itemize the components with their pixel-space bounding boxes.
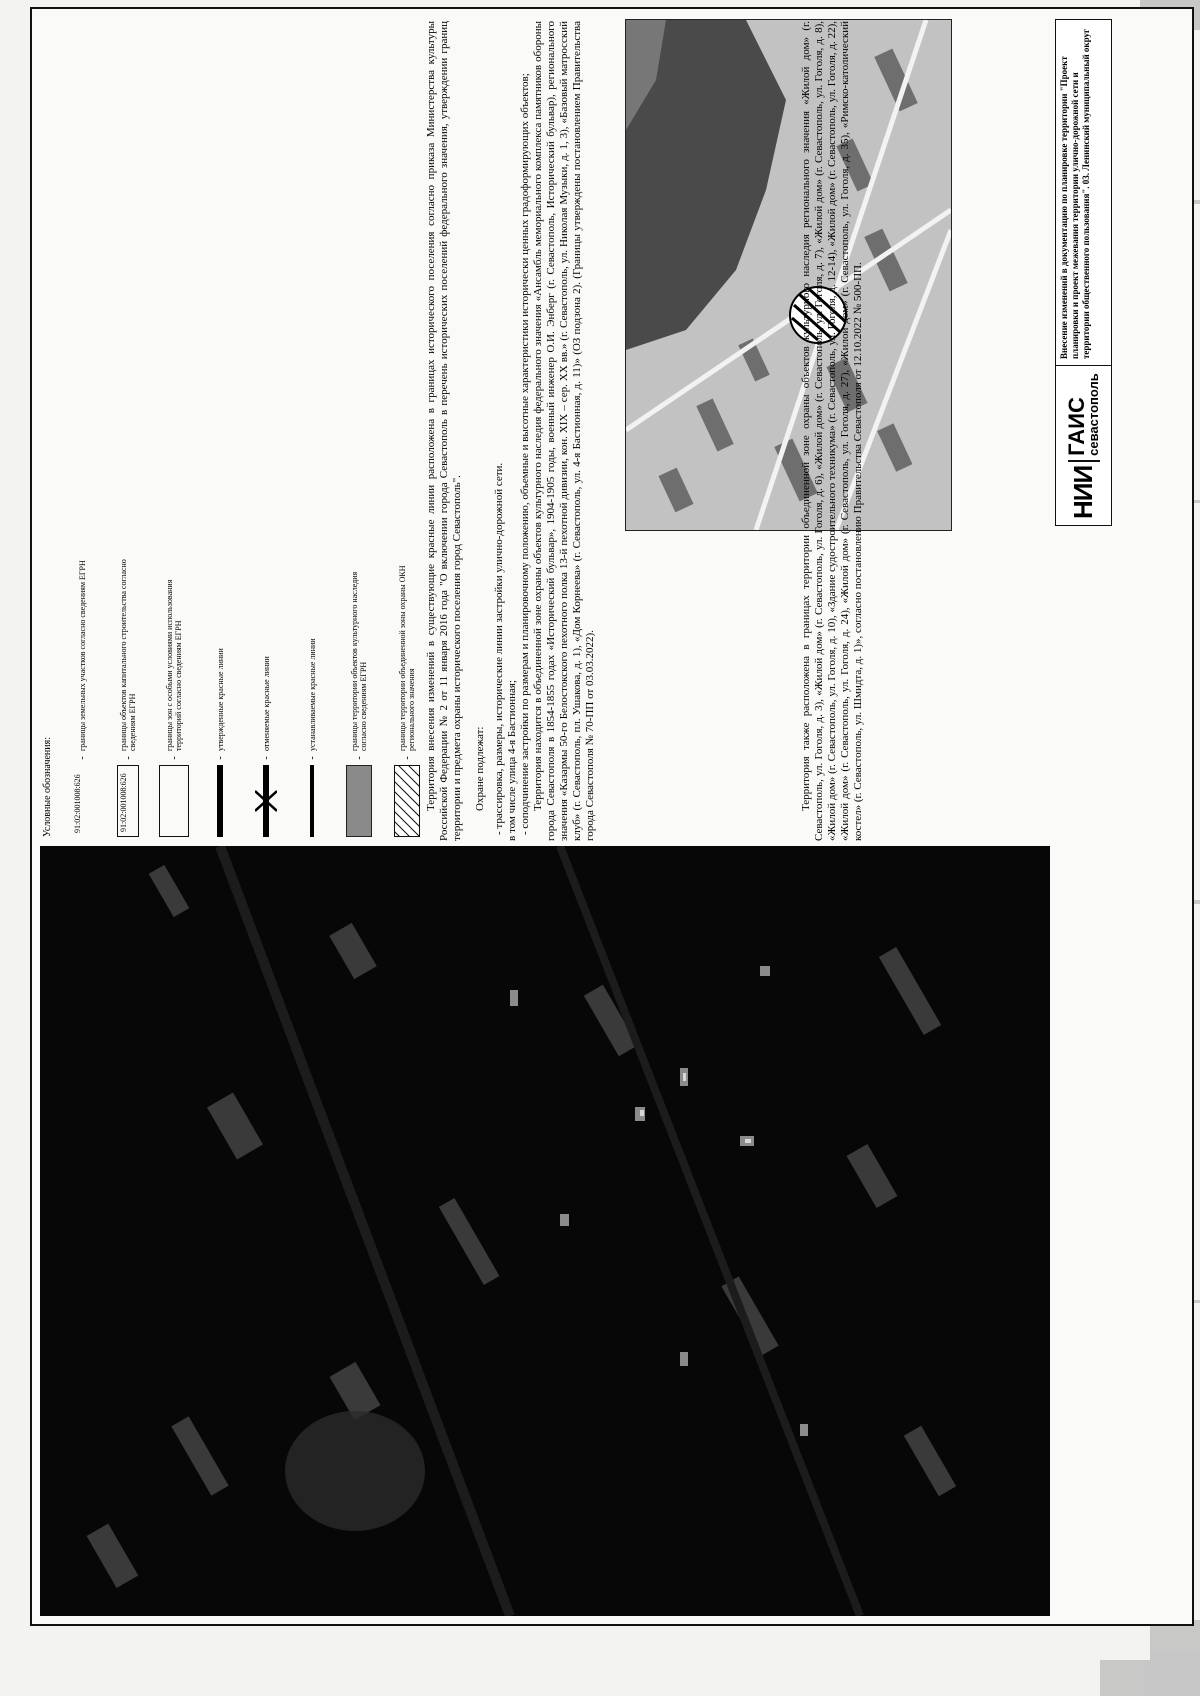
legend-symbol-gray-fill <box>346 765 372 837</box>
legend-item-new-red-lines: - устанавливаемые красные линии <box>289 541 335 841</box>
protection-item: - трассировка, размеры, исторические линии застройки улично-дорожной сети. <box>493 462 505 835</box>
legend-symbol-cadastral-number: 91:02:001008:626 <box>73 774 82 833</box>
description-text-2 <box>800 21 940 841</box>
legend-item-cancelled-red-lines: - отменяемые красные линии <box>243 541 289 841</box>
legend-item-label: границы зон с особыми условиями использования территорий согласно сведениям ЕГРН <box>165 579 183 751</box>
company-logo: НИИ ГАИС севастополь <box>1056 365 1111 525</box>
protection-item: - соподчинение застройки по размерам и планировочному положению, объемные и высотные характеристики исторически ценных градоформирующих объектов; <box>519 73 531 835</box>
legend-item-label: утвержденные красные линии <box>215 648 225 751</box>
legend-item-approved-red-lines: - утвержденные красные линии <box>197 541 243 841</box>
legend-item-label: границы территории объединенной зоны охраны ОКН регионального значения <box>398 565 416 751</box>
legend-item-special-zones: - границы зон с особыми условиями использования территорий согласно сведениям ЕГРН <box>151 541 197 841</box>
legend <box>40 541 416 841</box>
legend-symbol-cadastral-number: 91:02:001008:626 <box>119 773 128 832</box>
paragraph-historic-settlement: Территория внесения изменений в существующие красные линии расположена в границах исторического поселения согласно приказа Министерства культуры Российской Федерации № 2 от 11 января 2016 года "О включении города Севастополь в перечень исторических поселений федерального значения, утверждении границ территории и предмета охраны исторического поселения город Севастополь". <box>425 21 463 841</box>
aerial-photo <box>40 846 1050 1616</box>
legend-title: Условные обозначения: <box>42 736 53 837</box>
legend-item-heritage-territory: - границы территории объектов культурного наследия согласно сведениям ЕГРН <box>335 541 383 841</box>
legend-item-buildings: 91:02:001008:626 - границы объектов капитального строительства согласно сведениям ЕГРН <box>105 541 151 841</box>
legend-symbol-crossed-line <box>255 765 277 837</box>
legend-symbol-outline <box>159 765 189 837</box>
legend-item-label: границы территории объектов культурного наследия согласно сведениям ЕГРН <box>350 571 368 751</box>
legend-item-label: устанавливаемые красные линии <box>307 638 317 751</box>
legend-symbol-line <box>301 765 323 837</box>
paragraph-protection-zone: Территория находится в объединенной зоне охраны объектов культурного наследия федерального значения «Ансамбль мемориального комплекса памятников обороны города Севастополя в 1854-1855 годах «Исторический бульвар», 1904-1905 годы, военный инженер О.И. Энберг (г. Севастополь, Исторический бульвар), регионального значения «Казармы 50-го Белостокского пехотного полка 13-й пехотной дивизии, кон. XIX – сер. XX вв.» (г. Севастополь, ул. Николая Музыки, д. 1, 3), «Базовый матросский клуб» (г. Севастополь, пл. Ушакова, д. 1), «Дом Корнеева» (г. Севастополь, ул. 4-я Бастионная, д. 11)» (ОЗ подзона 2). (Границы утверждены постановлением Правительства города Севастополя № 70-ПП от 03.03.2022). <box>532 21 596 841</box>
legend-item-protection-zone: - границы территории объединенной зоны охраны ОКН регионального значения <box>383 541 431 841</box>
legend-item-label: отменяемые красные линии <box>261 656 271 751</box>
legend-item-label: границы земельных участков согласно сведениям ЕГРН <box>77 560 87 751</box>
legend-symbol-thick-line <box>209 765 231 837</box>
legend-symbol-hatch <box>394 765 420 837</box>
title-block-text: Внесение изменений в документацию по планировке территории "Проект планировки и проект межевания территории улично-дорожной сети и территории общественного пользования". 03. Ленинский муниципальный округ <box>1059 28 1091 359</box>
legend-item-label: границы объектов капитального строительства согласно сведениям ЕГРН <box>119 559 137 751</box>
protection-item-note: в том числе улица 4-я Бастионная; <box>506 680 518 841</box>
description-text <box>425 21 625 841</box>
paragraph-regional-zone: Территория также расположена в границах территории объединенной зоне охраны объектов культурного наследия регионального значения «Жилой дом» (г. Севастополь, ул. Гоголя, д. 3), «Жилой дом» (г. Севастополь, ул. Гоголя, д. 6), «Жилой дом» (г. Севастополь, ул. Гоголя, д. 7), «Жилой дом» (г. Севастополь, ул. Гоголя, д. 8), «Жилой дом» (г. Севастополь, ул. Гоголя, д. 10), «Здание судостроительного техникума» (г. Севастополь, ул. Гоголя, д. 12-14), «Жилой дом» (г. Севастополь, ул. Гоголя, д. 22), «Жилой дом» (г. Севастополь, ул. Гоголя, д. 24), «Жилой дом» (г. Севастополь, ул. Гоголя, д. 27), «Жилой дом» (г. Севастополь, ул. Гоголя, д. 35), «Римско-католический костел» (г. Севастополь, ул. Шмидта, д. 1)», согласно постановлению Правительства Севастополя от 12.10.2022 № 500-ПП. <box>800 21 864 841</box>
title-block <box>1055 19 1112 526</box>
protection-heading: Охране подлежат: <box>474 726 486 811</box>
legend-item-land-plots: 91:02:001008:626 - границы земельных участков согласно сведениям ЕГРН <box>59 541 105 841</box>
